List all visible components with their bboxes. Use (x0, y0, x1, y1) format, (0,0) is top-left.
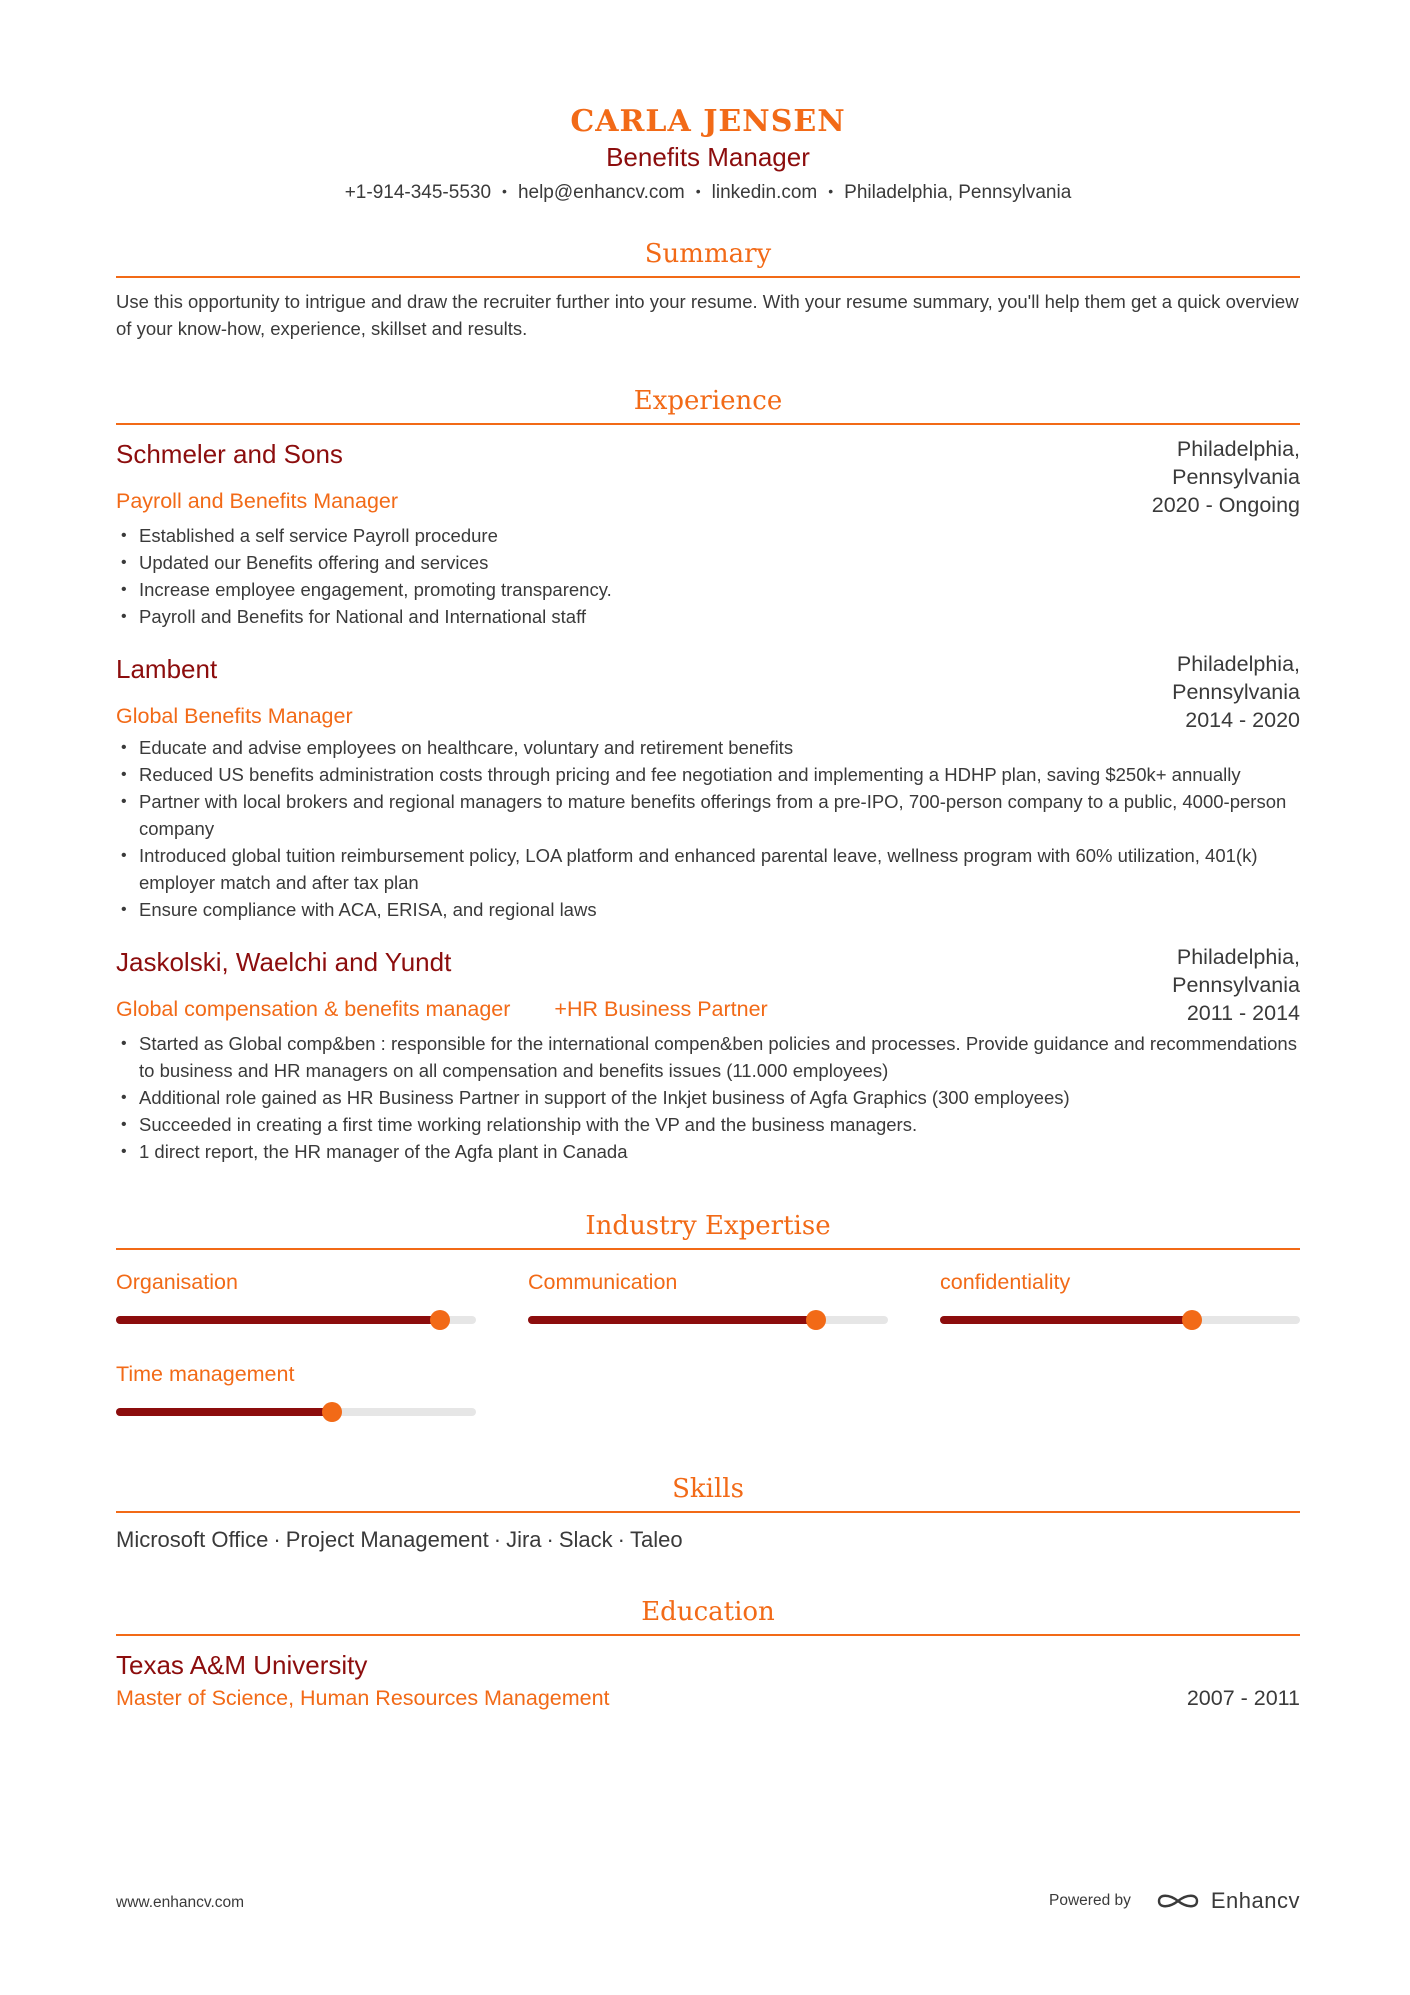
skills-section (116, 1472, 1300, 1555)
expertise-section (116, 1209, 1300, 1416)
enhancv-logo-icon (1155, 1889, 1201, 1913)
job-location: Philadelphia, Pennsylvania (1172, 945, 1300, 997)
phone: +1-914-345-5530 (344, 182, 492, 203)
education-dates: 2007 - 2011 (1186, 1686, 1300, 1710)
brand-name: Enhancv (1210, 1888, 1300, 1913)
candidate-name: CARLA JENSEN (570, 104, 846, 139)
job-dates: 2020 - Ongoing (1151, 493, 1300, 517)
expertise-label: Organisation (116, 1270, 238, 1294)
list-item: • 1 direct report, the HR manager of the Agfa plant in Canada (116, 1138, 1300, 1165)
expertise-item (940, 1268, 1300, 1324)
experience-section (116, 384, 1300, 1165)
job-company: Schmeler and Sons (116, 439, 343, 469)
job-bullets (116, 1030, 1300, 1165)
job-role: Payroll and Benefits Manager (116, 489, 399, 513)
list-item: • Introduced global tuition reimbursement policy, LOA platform and enhanced parental leave, wellness program with 60% utilization, 401(k) employer match and after tax plan (116, 842, 1300, 896)
header (116, 0, 1300, 205)
job-company: Jaskolski, Waelchi and Yundt (116, 947, 452, 977)
job-meta (1150, 650, 1300, 734)
list-item: • Succeeded in creating a first time working relationship with the VP and the business managers. (116, 1111, 1300, 1138)
expertise-bar-handle (1182, 1310, 1202, 1330)
powered-by-label: Powered by (1049, 1892, 1131, 1909)
skills-heading: Skills (116, 1472, 1300, 1513)
skill-item: Jira (506, 1527, 542, 1552)
education-school: Texas A&M University (116, 1650, 368, 1680)
skill-separator: · (273, 1527, 281, 1552)
list-item: • Updated our Benefits offering and services (116, 549, 1300, 576)
candidate-title: Benefits Manager (606, 142, 810, 172)
skills-list (116, 1525, 1300, 1555)
contact-separator: • (828, 183, 834, 199)
expertise-bar (528, 1316, 888, 1324)
job-meta (1150, 435, 1300, 519)
job-dates: 2014 - 2020 (1185, 708, 1300, 732)
expertise-bar-fill (940, 1316, 1192, 1324)
list-item: • Reduced US benefits administration costs through pricing and fee negotiation and implementing a HDHP plan, saving $250k+ annually (116, 761, 1300, 788)
education-entry (116, 1648, 1300, 1712)
expertise-grid (116, 1268, 1300, 1416)
footer-website-link[interactable]: www.enhancv.com (116, 1894, 245, 1911)
expertise-bar-fill (116, 1316, 440, 1324)
contact-separator: • (502, 183, 507, 199)
expertise-bar (116, 1316, 476, 1324)
job-role (116, 995, 1300, 1023)
list-item: • Started as Global comp&ben : responsible for the international compen&ben policies and processes. Provide guidance and recommendations to business and HR managers on all compensation and benefits issues (11.000 employees) (116, 1030, 1300, 1084)
list-item: • Partner with local brokers and regional managers to mature benefits offerings from a pre-IPO, 700-person company to a public, 4000-person company (116, 788, 1300, 842)
list-item: • Additional role gained as HR Business Partner in support of the Inkjet business of Agfa Graphics (300 employees) (116, 1084, 1300, 1111)
list-item: • Payroll and Benefits for National and International staff (116, 603, 1300, 630)
expertise-bar-fill (528, 1316, 816, 1324)
skill-item: Taleo (629, 1527, 683, 1552)
expertise-bar (116, 1408, 476, 1416)
job-entry (116, 652, 1300, 923)
skill-item: Project Management (285, 1527, 489, 1552)
skill-separator: · (546, 1527, 554, 1552)
job-role: Global Benefits Manager (116, 704, 353, 728)
job-bullets (116, 522, 1300, 630)
summary-heading: Summary (116, 237, 1300, 278)
experience-heading: Experience (116, 384, 1300, 425)
expertise-bar-handle (430, 1310, 450, 1330)
job-location: Philadelphia, Pennsylvania (1172, 437, 1300, 489)
job-role-extra: +HR Business Partner (554, 997, 768, 1021)
contact-line (116, 179, 1300, 205)
skill-separator: · (493, 1527, 502, 1552)
list-item: • Educate and advise employees on healthcare, voluntary and retirement benefits (116, 734, 1300, 761)
resume-page (116, 0, 1300, 1712)
list-item: • Ensure compliance with ACA, ERISA, and regional laws (116, 896, 1300, 923)
job-entry (116, 437, 1300, 630)
list-item: • Increase employee engagement, promoting transparency. (116, 576, 1300, 603)
skill-item: Slack (558, 1527, 613, 1552)
location: Philadelphia, Pennsylvania (844, 182, 1072, 203)
education-heading: Education (116, 1595, 1300, 1636)
job-meta (1150, 943, 1300, 1027)
expertise-bar (940, 1316, 1300, 1324)
summary-text: Use this opportunity to intrigue and draw the recruiter further into your resume. With your resume summary, you'll help them get a quick overview of your know-how, experience, skillset and results. (116, 291, 1299, 339)
expertise-bar-handle (322, 1402, 342, 1422)
footer (116, 1888, 1300, 1918)
summary-section (116, 237, 1300, 342)
job-location: Philadelphia, Pennsylvania (1172, 652, 1300, 704)
education-section (116, 1595, 1300, 1712)
email-link[interactable]: help@enhancv.com (517, 182, 685, 203)
footer-branding (1049, 1888, 1300, 1914)
expertise-label: Communication (528, 1270, 678, 1294)
skill-item: Microsoft Office (116, 1527, 269, 1552)
linkedin-link[interactable]: linkedin.com (711, 182, 818, 203)
contact-separator: • (695, 183, 701, 199)
job-role-main: Global compensation & benefits manager (116, 997, 511, 1021)
expertise-label: confidentiality (940, 1270, 1071, 1294)
expertise-label: Time management (116, 1362, 295, 1386)
expertise-heading: Industry Expertise (116, 1209, 1300, 1250)
job-bullets (116, 734, 1300, 923)
job-company: Lambent (116, 654, 218, 684)
expertise-item (528, 1268, 888, 1324)
skill-separator: · (617, 1527, 625, 1552)
expertise-item (116, 1268, 476, 1324)
job-dates: 2011 - 2014 (1186, 1001, 1300, 1025)
education-degree: Master of Science, Human Resources Management (116, 1686, 610, 1710)
expertise-bar-handle (806, 1310, 826, 1330)
expertise-item (116, 1360, 476, 1416)
list-item: • Established a self service Payroll procedure (116, 522, 1300, 549)
expertise-bar-fill (116, 1408, 332, 1416)
job-entry (116, 945, 1300, 1165)
